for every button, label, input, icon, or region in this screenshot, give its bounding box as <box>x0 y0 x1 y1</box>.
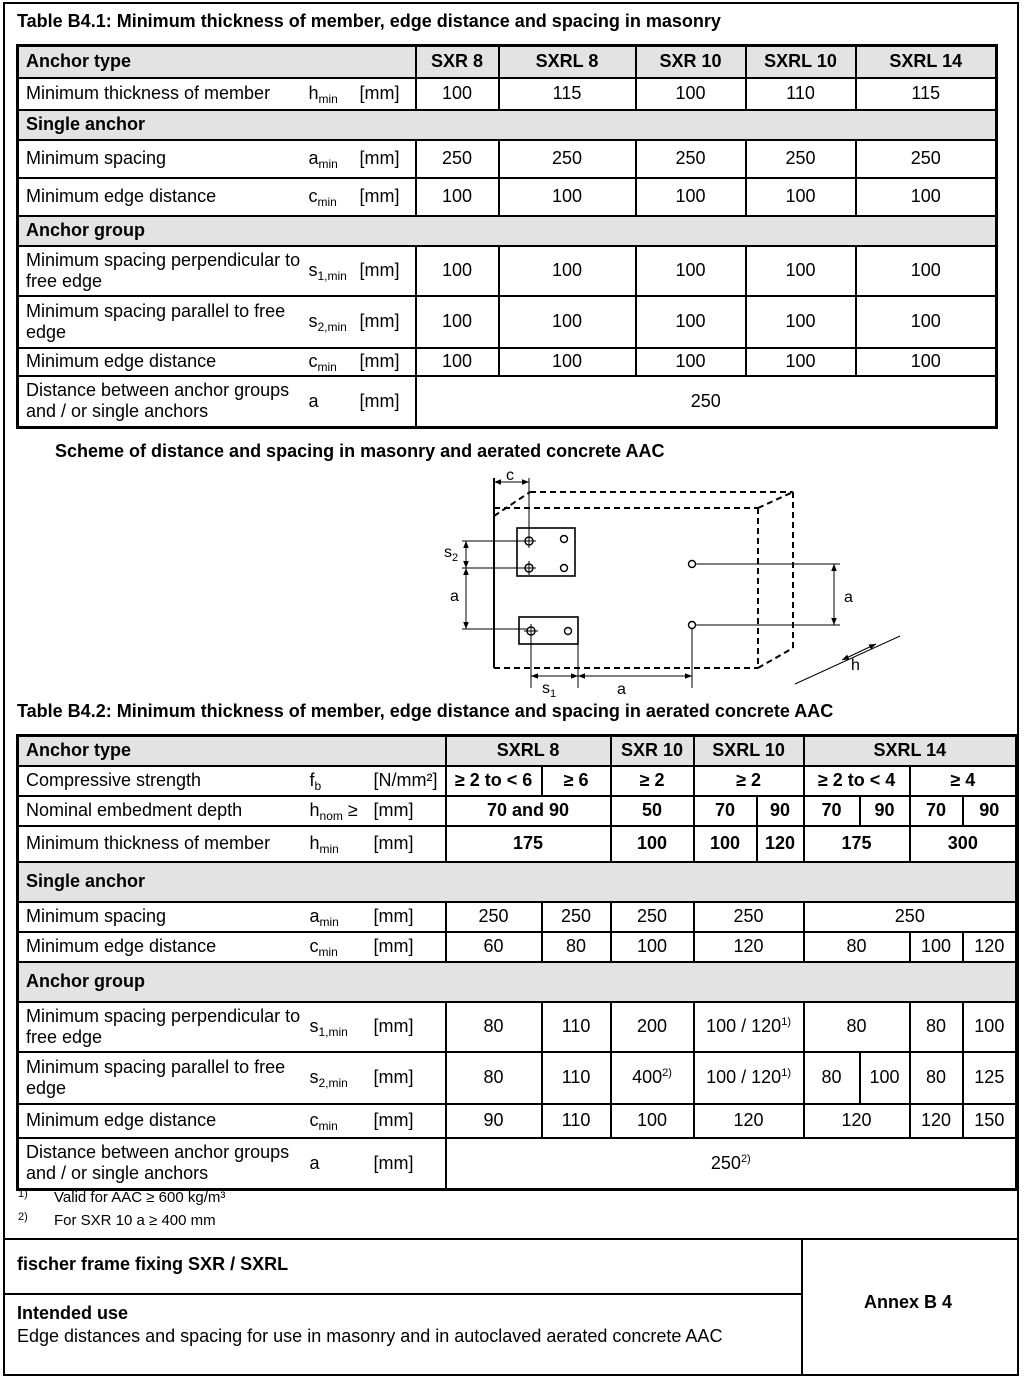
row-label: Minimum spacing parallel to free edge <box>18 1052 308 1104</box>
row-symbol: $h_{min}$ <box>308 826 374 862</box>
table-row <box>18 348 997 376</box>
header-anchor-type: Anchor type <box>18 46 416 78</box>
cell: 70 <box>910 796 963 826</box>
anchor-hole <box>689 561 696 568</box>
anchor-hole <box>561 565 568 572</box>
col-header: SXR 8 <box>416 46 499 78</box>
cell: 90 <box>860 796 910 826</box>
cell: 250 <box>611 902 694 932</box>
label-a-right: a <box>844 589 853 606</box>
anchor-hole <box>561 536 568 543</box>
row-unit: [mm] <box>360 348 416 376</box>
cell: 70 <box>804 796 860 826</box>
cell: 80 <box>804 1002 910 1052</box>
row-label: Minimum edge distance <box>18 348 307 376</box>
table-row <box>18 376 997 428</box>
table-row <box>18 246 997 296</box>
cell: 250 <box>416 140 499 178</box>
header-anchor-type: Anchor type <box>18 736 446 766</box>
cell: 100 <box>611 1104 694 1138</box>
section-row <box>18 110 997 140</box>
label-h: h <box>851 657 860 674</box>
cell: 115 <box>856 78 997 110</box>
row-label: Distance between anchor groups and / or single anchors <box>18 376 307 428</box>
row-unit: [mm] <box>374 1002 446 1052</box>
cell: 100 <box>416 78 499 110</box>
cell: ≥ 4 <box>910 766 1017 796</box>
cell: 100 <box>856 348 997 376</box>
cell: 250 <box>542 902 611 932</box>
row-unit: [mm] <box>360 246 416 296</box>
cell: 250 <box>746 140 856 178</box>
row-symbol: $c_{min}$ <box>308 932 374 962</box>
cell: 250 <box>804 902 1017 932</box>
section-anchor-group: Anchor group <box>18 216 997 246</box>
cell: ≥ 2 to < 6 <box>446 766 542 796</box>
cell: ≥ 6 <box>542 766 611 796</box>
cell: 100 <box>499 296 636 348</box>
row-unit: [mm] <box>374 796 446 826</box>
cell: 400$^{2)}$ <box>611 1052 694 1104</box>
label-a-bottom: a <box>617 681 626 698</box>
masonry-table <box>16 44 998 429</box>
cell: 100 <box>636 296 746 348</box>
col-header: SXRL 10 <box>694 736 804 766</box>
table-row <box>18 1002 1017 1052</box>
table-row <box>18 1104 1017 1138</box>
section-row <box>18 216 997 246</box>
section-single-anchor: Single anchor <box>18 110 997 140</box>
col-header: SXR 10 <box>636 46 746 78</box>
footer-top-line <box>3 1238 1019 1240</box>
row-unit: [mm] <box>374 1104 446 1138</box>
row-unit: [mm] <box>374 826 446 862</box>
col-header: SXRL 8 <box>499 46 636 78</box>
cell: 110 <box>746 78 856 110</box>
table-row <box>18 140 997 178</box>
cell: 90 <box>757 796 804 826</box>
table1-caption: Table B4.1: Minimum thickness of member, edge distance and spacing in masonry <box>17 11 721 31</box>
label-s1: $s_1$ <box>542 680 557 700</box>
table-row <box>18 78 997 110</box>
cell: 175 <box>804 826 910 862</box>
row-symbol: $a_{min}$ <box>307 140 360 178</box>
row-unit: [mm] <box>374 902 446 932</box>
intended-use-description: Edge distances and spacing for use in masonry and in autoclaved aerated concrete AAC <box>17 1326 723 1346</box>
table-row <box>18 1138 1017 1190</box>
row-symbol: $s_{2,min}$ <box>307 296 360 348</box>
section-anchor-group: Anchor group <box>18 962 1017 1002</box>
cell: 100 <box>860 1052 910 1104</box>
scheme-title: Scheme of distance and spacing in masonry and aerated concrete AAC <box>55 441 665 461</box>
table-row <box>18 178 997 216</box>
row-unit: [mm] <box>374 1138 446 1190</box>
cell: 120 <box>963 932 1017 962</box>
cell: 110 <box>542 1052 611 1104</box>
row-label: Minimum spacing perpendicular to free edge <box>18 1002 308 1052</box>
cell: 120 <box>757 826 804 862</box>
row-symbol: a <box>307 376 360 428</box>
row-symbol: $s_{1,min}$ <box>307 246 360 296</box>
table-row <box>18 46 997 78</box>
cell: 80 <box>446 1002 542 1052</box>
table-row <box>18 1052 1017 1104</box>
col-header: SXRL 14 <box>856 46 997 78</box>
row-label: Minimum thickness of member <box>18 78 307 110</box>
anchor-hole <box>689 622 696 629</box>
cell: 100 <box>746 178 856 216</box>
label-c: c <box>506 467 514 484</box>
cell: 100 <box>856 296 997 348</box>
intended-use-label: Intended use <box>17 1303 129 1323</box>
dashed-edge <box>758 492 793 508</box>
cell: 100 <box>636 348 746 376</box>
cell: 80 <box>910 1002 963 1052</box>
cell: 250 <box>856 140 997 178</box>
row-label: Minimum spacing <box>18 902 308 932</box>
product-name: fischer frame fixing SXR / SXRL <box>17 1254 289 1274</box>
cell: 100 <box>746 246 856 296</box>
cell: 250 <box>446 902 542 932</box>
table-row <box>18 766 1017 796</box>
cell: 90 <box>446 1104 542 1138</box>
cell: 80 <box>542 932 611 962</box>
section-single-anchor: Single anchor <box>18 862 1017 902</box>
col-header: SXRL 10 <box>746 46 856 78</box>
row-unit: [mm] <box>360 140 416 178</box>
footer-mid-line <box>3 1293 802 1295</box>
table-row <box>18 296 997 348</box>
cell: 120 <box>694 932 804 962</box>
cell: 100 / 120$^{1)}$ <box>694 1002 804 1052</box>
cell: 100 <box>694 826 757 862</box>
aac-table <box>16 734 1018 1191</box>
dashed-edge <box>494 492 530 516</box>
anchor-hole <box>565 628 572 635</box>
cell: ≥ 2 <box>611 766 694 796</box>
cell: 100 <box>416 178 499 216</box>
cell: 115 <box>499 78 636 110</box>
cell: 150 <box>963 1104 1017 1138</box>
table-row <box>18 736 1017 766</box>
row-symbol: a <box>308 1138 374 1190</box>
row-unit: [N/mm²] <box>374 766 446 796</box>
row-symbol: $h_{min}$ <box>307 78 360 110</box>
cell: 90 <box>963 796 1017 826</box>
row-symbol: $h_{nom}$ ≥ <box>308 796 374 826</box>
cell: 120 <box>910 1104 963 1138</box>
cell: 100 <box>910 932 963 962</box>
table-row <box>18 902 1017 932</box>
row-unit: [mm] <box>374 1052 446 1104</box>
cell: 100 <box>856 178 997 216</box>
cell: 100 <box>611 826 694 862</box>
cell: ≥ 2 <box>694 766 804 796</box>
cell: 100 / 120$^{1)}$ <box>694 1052 804 1104</box>
cell: 100 <box>499 246 636 296</box>
cell: 100 <box>499 348 636 376</box>
table-row <box>18 796 1017 826</box>
footnote-1: 1) Valid for AAC ≥ 600 kg/m³ <box>18 1188 226 1206</box>
cell: 200 <box>611 1002 694 1052</box>
cell: 110 <box>542 1104 611 1138</box>
cell: 125 <box>963 1052 1017 1104</box>
col-header: SXRL 8 <box>446 736 611 766</box>
row-symbol: $c_{min}$ <box>307 348 360 376</box>
cell: 80 <box>804 1052 860 1104</box>
cell: 70 <box>694 796 757 826</box>
footnote-2: 2) For SXR 10 a ≥ 400 mm <box>18 1211 216 1229</box>
cell: 250 <box>416 376 997 428</box>
row-symbol: $c_{min}$ <box>307 178 360 216</box>
cell: 60 <box>446 932 542 962</box>
cell: 100 <box>856 246 997 296</box>
table-row <box>18 932 1017 962</box>
row-symbol: $c_{min}$ <box>308 1104 374 1138</box>
row-label: Minimum spacing parallel to free edge <box>18 296 307 348</box>
scheme-diagram <box>0 460 1024 700</box>
annex-label: Annex B 4 <box>864 1292 953 1312</box>
cell: 80 <box>804 932 910 962</box>
cell: 250 <box>499 140 636 178</box>
cell: 100 <box>636 78 746 110</box>
row-unit: [mm] <box>360 178 416 216</box>
cell: 100 <box>746 348 856 376</box>
cell: 100 <box>416 246 499 296</box>
cell: 100 <box>963 1002 1017 1052</box>
cell: 70 and 90 <box>446 796 611 826</box>
row-unit: [mm] <box>360 376 416 428</box>
row-symbol: $s_{2,min}$ <box>308 1052 374 1104</box>
row-unit: [mm] <box>374 932 446 962</box>
cell: 80 <box>446 1052 542 1104</box>
section-row <box>18 962 1017 1002</box>
row-label: Nominal embedment depth <box>18 796 308 826</box>
row-unit: [mm] <box>360 296 416 348</box>
footer-vertical-line <box>801 1238 803 1376</box>
cell: 250 <box>636 140 746 178</box>
cell: 175 <box>446 826 611 862</box>
row-symbol: $s_{1,min}$ <box>308 1002 374 1052</box>
cell: 100 <box>611 932 694 962</box>
col-header: SXRL 14 <box>804 736 1017 766</box>
table-row <box>18 826 1017 862</box>
col-header: SXR 10 <box>611 736 694 766</box>
cell: ≥ 2 to < 4 <box>804 766 910 796</box>
cell: 100 <box>636 246 746 296</box>
label-s2: $s_2$ <box>444 544 459 564</box>
section-row <box>18 862 1017 902</box>
row-label: Distance between anchor groups and / or single anchors <box>18 1138 308 1190</box>
cell: 100 <box>499 178 636 216</box>
cell: 250 <box>694 902 804 932</box>
row-label: Minimum edge distance <box>18 178 307 216</box>
cell: 110 <box>542 1002 611 1052</box>
row-label: Compressive strength <box>18 766 308 796</box>
cell: 100 <box>416 296 499 348</box>
cell: 100 <box>636 178 746 216</box>
row-label: Minimum edge distance <box>18 1104 308 1138</box>
row-label: Minimum edge distance <box>18 932 308 962</box>
dashed-edge <box>758 648 793 668</box>
cell: 120 <box>694 1104 804 1138</box>
table2-caption: Table B4.2: Minimum thickness of member, edge distance and spacing in aerated concrete AAC <box>17 701 834 721</box>
row-unit: [mm] <box>360 78 416 110</box>
cell: 100 <box>416 348 499 376</box>
row-symbol: $f_b$ <box>308 766 374 796</box>
row-label: Minimum thickness of member <box>18 826 308 862</box>
row-label: Minimum spacing <box>18 140 307 178</box>
cell: 250$^{2)}$ <box>446 1138 1017 1190</box>
cell: 120 <box>804 1104 910 1138</box>
cell: 300 <box>910 826 1017 862</box>
row-symbol: $a_{min}$ <box>308 902 374 932</box>
cell: 100 <box>746 296 856 348</box>
cell: 80 <box>910 1052 963 1104</box>
label-a-left: a <box>450 588 459 605</box>
row-label: Minimum spacing perpendicular to free edge <box>18 246 307 296</box>
cell: 50 <box>611 796 694 826</box>
